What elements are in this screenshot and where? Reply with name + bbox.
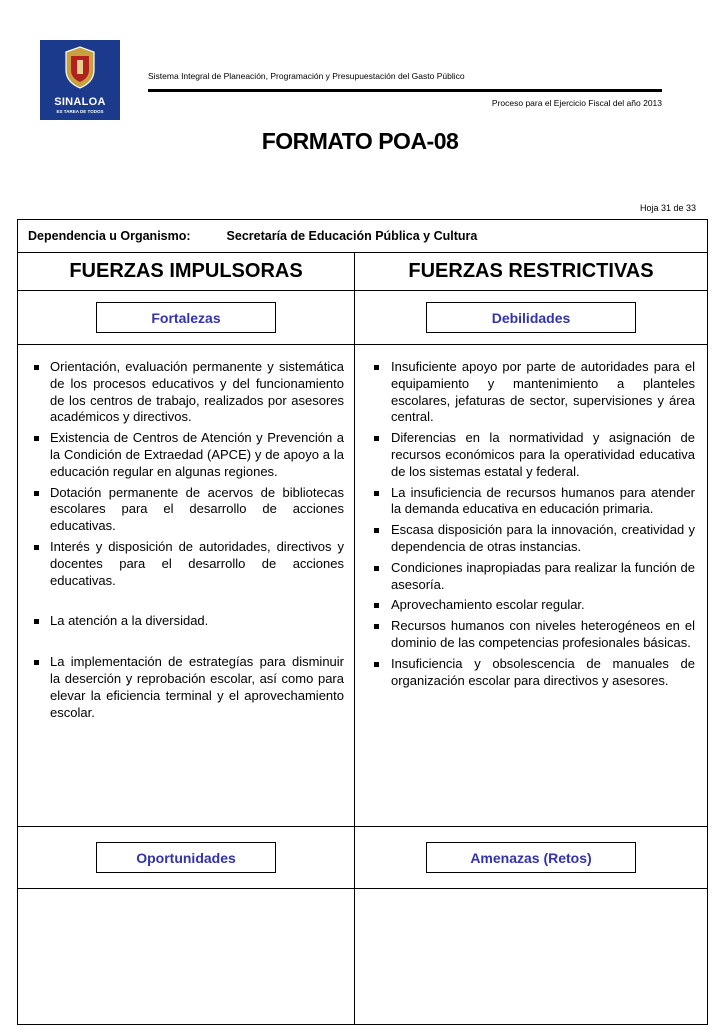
strength-item: Dotación permanente de acervos de bibliotecas escolares para el desarrollo de acciones educativas. <box>18 485 354 535</box>
weakness-item: Diferencias en la normatividad y asignación de recursos económicos para la operatividad educativa de los sistemas estatal y federal. <box>355 430 707 480</box>
opportunities-threats-label-row <box>18 827 707 889</box>
restraining-forces-heading: FUERZAS RESTRICTIVAS <box>408 260 654 282</box>
strengths-list <box>18 359 354 721</box>
weaknesses-column <box>355 345 707 826</box>
weakness-item: Condiciones inapropiadas para realizar la función de asesoría. <box>355 560 707 594</box>
strength-item: La implementación de estrategías para disminuir la deserción y reprobación escolar, así como para elevar la eficiencia terminal y el aprovechamiento escolar. <box>18 654 354 721</box>
opportunities-label: Oportunidades <box>96 842 276 873</box>
weaknesses-label: Debilidades <box>426 302 636 333</box>
weakness-item: Recursos humanos con niveles heterogéneos en el dominio de las competencias profesionales básicas. <box>355 618 707 652</box>
dependency-value: Secretaría de Educación Pública y Cultura <box>226 229 478 243</box>
opportunities-threats-content <box>18 889 707 1025</box>
strength-item: Existencia de Centros de Atención y Prevención a la Condición de Extraedad (APCE) y de apoyo a la educación regular en algunas regiones. <box>18 430 354 480</box>
page-number: Hoja 31 de 33 <box>639 203 696 213</box>
strengths-column <box>18 345 355 826</box>
page-title: FORMATO POA-08 <box>261 128 459 154</box>
weakness-item: Insuficiencia y obsolescencia de manuales de organización escolar para directivos y asesores. <box>355 656 707 690</box>
weakness-item: Insuficiente apoyo por parte de autoridades para el equipamiento y mantenimiento a planteles escolares, jefaturas de sector, supervisiones y área central. <box>355 359 707 426</box>
logo-slogan: ES TAREA DE TODOS <box>56 109 104 114</box>
forces-heading-row <box>18 253 707 291</box>
strength-item: La atención a la diversidad. <box>18 613 354 630</box>
strengths-weaknesses-label-row <box>18 291 707 345</box>
threats-label: Amenazas (Retos) <box>426 842 636 873</box>
dependency-row <box>18 220 707 253</box>
coat-of-arms-icon <box>62 46 98 90</box>
weakness-item: Escasa disposición para la innovación, creatividad y dependencia de otras instancias. <box>355 522 707 556</box>
sinaloa-logo <box>40 40 120 120</box>
strength-item: Orientación, evaluación permanente y sistemática de los procesos educativos y del funcionamiento de los centros de trabajo, realizados por asesores académicos y directivos. <box>18 359 354 426</box>
weakness-item: Aprovechamiento escolar regular. <box>355 597 707 614</box>
system-title: Sistema Integral de Planeación, Programación y Presupuestación del Gasto Público <box>148 71 465 81</box>
strengths-label: Fortalezas <box>96 302 276 333</box>
dependency-label: Dependencia u Organismo: <box>28 229 191 243</box>
opportunities-column <box>18 889 355 1025</box>
header-divider <box>148 89 662 92</box>
fiscal-process: Proceso para el Ejercicio Fiscal del año 2013 <box>491 98 662 108</box>
driving-forces-heading: FUERZAS IMPULSORAS <box>18 253 355 290</box>
poa-table <box>17 219 708 1025</box>
strengths-weaknesses-content <box>18 345 707 827</box>
strength-item: Interés y disposición de autoridades, directivos y docentes para el desarrollo de acciones educativas. <box>18 539 354 589</box>
threats-column <box>355 889 707 1025</box>
weaknesses-list <box>355 359 707 689</box>
weakness-item: La insuficiencia de recursos humanos para atender la demanda educativa en educación primaria. <box>355 485 707 519</box>
logo-brand-text: SINALOA <box>54 96 106 108</box>
